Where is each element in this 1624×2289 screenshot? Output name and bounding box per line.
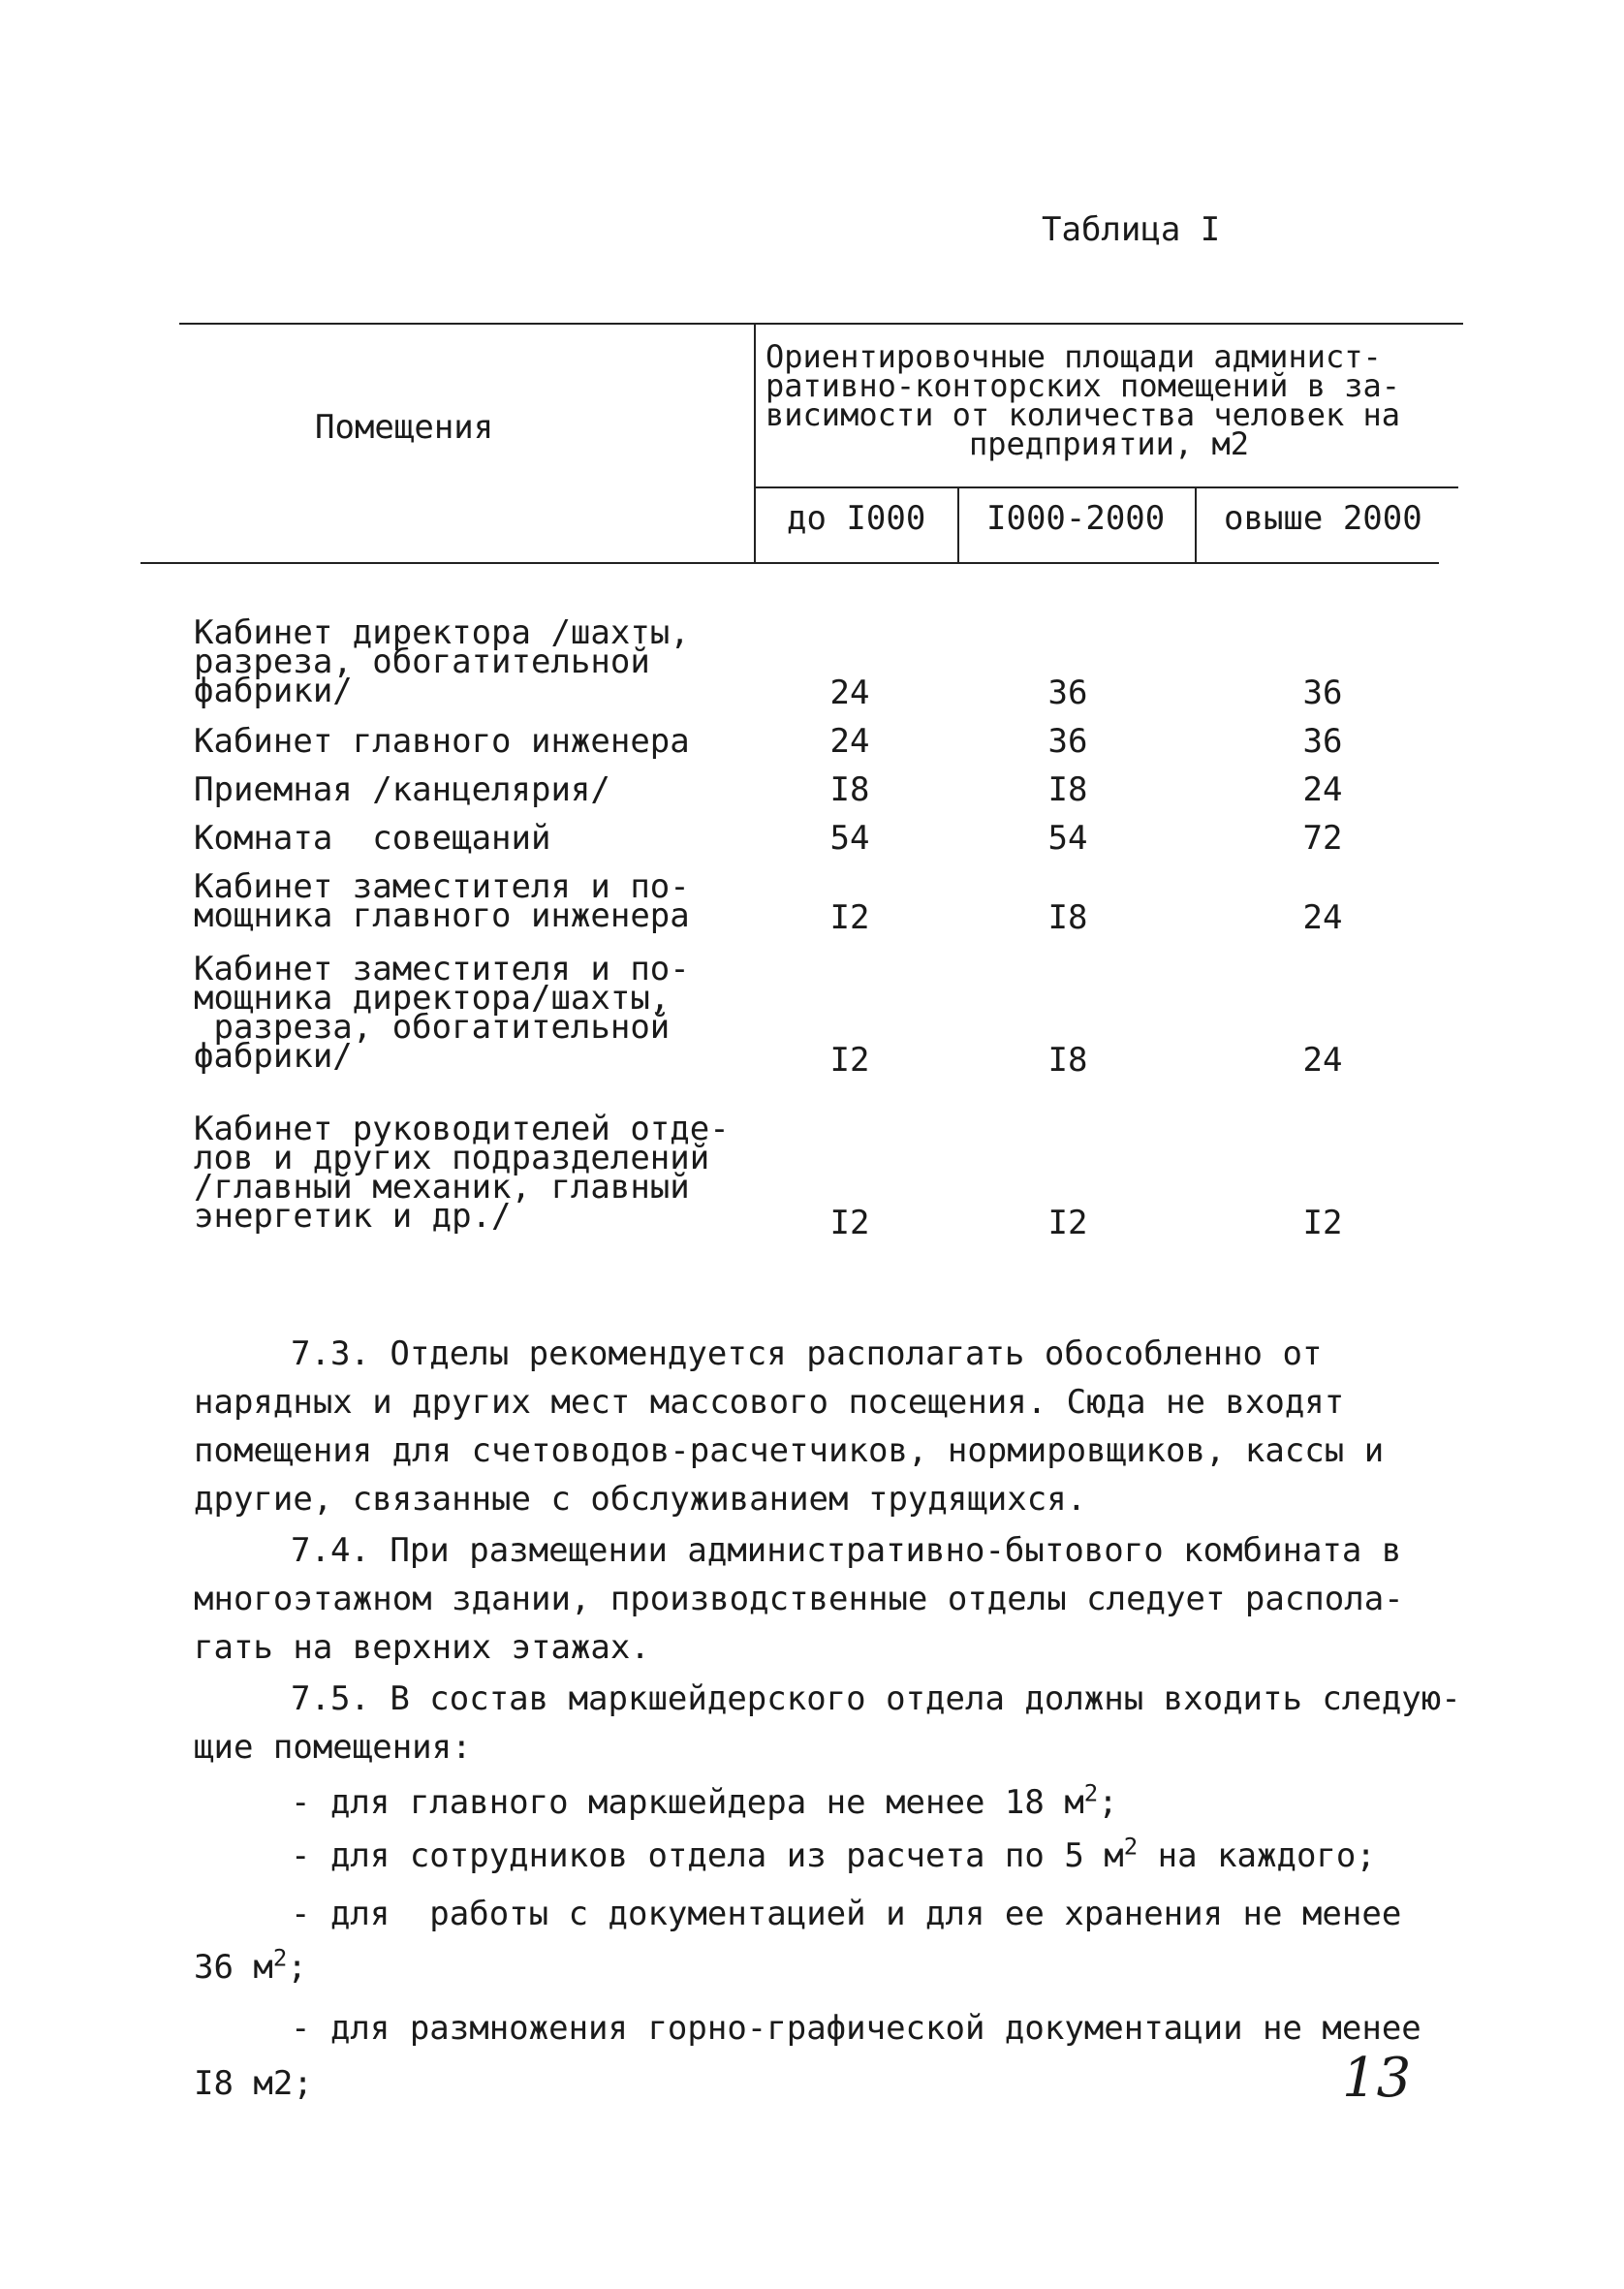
- col-header-1000-2000: I000-2000: [986, 499, 1166, 538]
- para-7-4-line-1: 7.4. При размещении административно-бытового комбината в: [291, 1531, 1402, 1570]
- table-top-rule: [179, 323, 1463, 325]
- table-title: Таблица I: [1042, 210, 1221, 249]
- row-1-value-2: 36: [1047, 674, 1088, 712]
- para-7-3-line-3: помещения для счетоводов-расчетчиков, нормировщиков, кассы и: [194, 1431, 1385, 1470]
- row-6-value-2: I8: [1047, 1041, 1088, 1080]
- table-col-divider: [754, 323, 756, 564]
- col-group-header-line-4: предприятии, м2: [969, 425, 1249, 462]
- row-3-label-line-1: Приемная /канцелярия/: [194, 770, 610, 809]
- header-bottom-rule: [141, 562, 1439, 564]
- row-7-value-1: I2: [829, 1204, 870, 1242]
- col-group-header-line-1: Ориентировочные площади админист-: [765, 338, 1382, 375]
- row-7-value-3: I2: [1302, 1204, 1343, 1242]
- row-2-value-3: 36: [1302, 722, 1343, 761]
- page-number: 13: [1342, 2047, 1412, 2110]
- row-2-value-2: 36: [1047, 722, 1088, 761]
- row-4-label-line-1: Комната совещаний: [194, 819, 551, 858]
- row-7-label-line-4: энергетик и др./: [194, 1197, 512, 1236]
- row-1-label-line-2: разреза, обогатительной: [194, 643, 650, 681]
- row-4-value-2: 54: [1047, 819, 1088, 858]
- list-item-2: - для сотрудников отдела из расчета по 5 $м^2$ на каждого;: [291, 1833, 1376, 1875]
- row-7-label-line-2: лов и других подразделений: [194, 1139, 710, 1177]
- row-4-value-1: 54: [829, 819, 870, 858]
- para-7-3-line-4: другие, связанные с обслуживанием трудящихся.: [194, 1480, 1087, 1519]
- row-6-label-line-3: разреза, обогатительной: [194, 1008, 671, 1047]
- list-item-4-line-2: I8 м2;: [194, 2064, 313, 2103]
- row-2-value-1: 24: [829, 722, 870, 761]
- para-7-5-line-2: щие помещения:: [194, 1728, 472, 1767]
- col-header-upto-1000: до I000: [787, 499, 926, 538]
- row-1-label-line-3: фабрики/: [194, 672, 353, 710]
- col-header-room: Помещения: [315, 408, 494, 447]
- row-6-value-1: I2: [829, 1041, 870, 1080]
- row-6-label-line-2: мощника директора/шахты,: [194, 979, 671, 1018]
- row-1-value-3: 36: [1302, 674, 1343, 712]
- row-2-label-line-1: Кабинет главного инженера: [194, 722, 690, 761]
- row-3-value-2: I8: [1047, 770, 1088, 809]
- row-4-value-3: 72: [1302, 819, 1343, 858]
- row-6-value-3: 24: [1302, 1041, 1343, 1080]
- row-5-value-3: 24: [1302, 898, 1343, 937]
- list-item-3-line-2: 36 $м^2$;: [194, 1944, 307, 1987]
- row-3-value-3: 24: [1302, 770, 1343, 809]
- header-mid-rule: [756, 486, 1458, 488]
- para-7-3-line-2: нарядных и других мест массового посещения. Сюда не входят: [194, 1383, 1345, 1422]
- row-5-label-line-1: Кабинет заместителя и по-: [194, 867, 690, 906]
- col-group-header-line-2: ративно-конторских помещений в за-: [765, 367, 1401, 404]
- row-3-value-1: I8: [829, 770, 870, 809]
- row-7-label-line-3: /главный механик, главный: [194, 1168, 690, 1207]
- list-item-1: - для главного маркшейдера не менее 18 $м^2$;: [291, 1779, 1118, 1822]
- row-7-label-line-1: Кабинет руководителей отде-: [194, 1110, 730, 1148]
- col-group-header-line-3: висимости от количества человек на: [765, 396, 1401, 433]
- row-6-label-line-4: фабрики/: [194, 1037, 353, 1076]
- para-7-3-line-1: 7.3. Отделы рекомендуется располагать обособленно от: [291, 1334, 1323, 1373]
- col-header-over-2000: овыше 2000: [1224, 499, 1422, 538]
- list-item-4-line-1: - для размножения горно-графической документации не менее: [291, 2009, 1421, 2048]
- row-5-value-2: I8: [1047, 898, 1088, 937]
- row-1-label-line-1: Кабинет директора /шахты,: [194, 613, 690, 652]
- para-7-5-line-1: 7.5. В состав маркшейдерского отдела должны входить следую-: [291, 1679, 1461, 1718]
- para-7-4-line-3: гать на верхних этажах.: [194, 1628, 650, 1667]
- subcol-divider-1: [957, 486, 959, 564]
- row-7-value-2: I2: [1047, 1204, 1088, 1242]
- subcol-divider-2: [1195, 486, 1197, 564]
- list-item-3-line-1: - для работы с документацией и для ее хранения не менее: [291, 1895, 1402, 1933]
- row-5-value-1: I2: [829, 898, 870, 937]
- row-5-label-line-2: мощника главного инженера: [194, 896, 690, 935]
- para-7-4-line-2: многоэтажном здании, производственные отделы следует распола-: [194, 1580, 1404, 1618]
- row-6-label-line-1: Кабинет заместителя и по-: [194, 950, 690, 988]
- row-1-value-1: 24: [829, 674, 870, 712]
